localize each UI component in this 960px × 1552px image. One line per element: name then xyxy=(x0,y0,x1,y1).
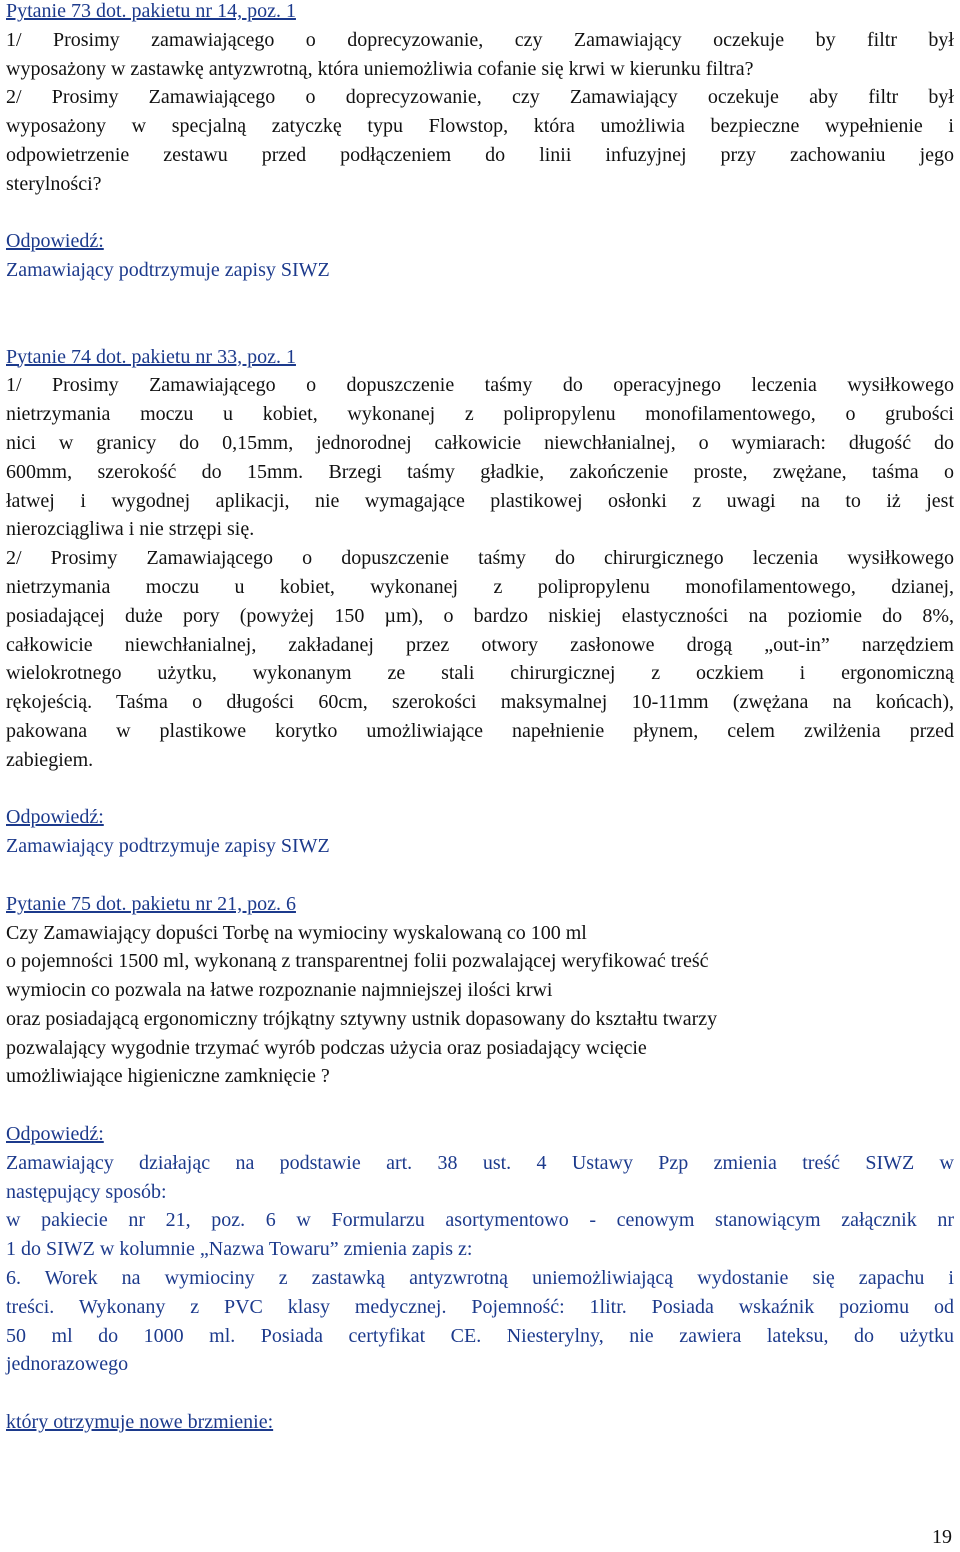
question-75-change-line: 1 do SIWZ w kolumnie „Nazwa Towaru” zmienia zapis z: xyxy=(6,1238,473,1261)
question-75-line: umożliwiające higieniczne zamknięcie ? xyxy=(6,1065,330,1088)
question-75-answer-label: Odpowiedź: xyxy=(6,1123,104,1146)
question-74-answer-label: Odpowiedź: xyxy=(6,806,104,829)
question-75-old-text-line: 50 ml do 1000 ml. Posiada certyfikat CE. Niesterylny, nie zawiera lateksu, do użytku xyxy=(6,1324,954,1347)
question-75-line: oraz posiadającą ergonomiczny trójkątny sztywny ustnik dopasowany do kształtu twarzy xyxy=(6,1007,718,1030)
question-74-line: zabiegiem. xyxy=(6,748,94,771)
question-75 xyxy=(6,890,954,1437)
question-74-heading: Pytanie 74 dot. pakietu nr 33, poz. 1 xyxy=(6,345,296,368)
question-74-line: wielokrotnego użytku, wykonanym ze stali chirurgicznej z oczkiem i ergonomiczną xyxy=(6,662,954,685)
question-75-old-text-line: treści. Wykonany z PVC klasy medycznej. Pojemność: 1litr. Posiada wskaźnik poziomu od xyxy=(6,1295,954,1318)
question-75-line: wymiocin co pozwala na łatwe rozpoznanie najmniejszej ilości krwi xyxy=(6,979,553,1002)
question-75-old-text-line: jednorazowego xyxy=(6,1353,129,1376)
question-73-line: wyposażony w specjalną zatyczkę typu Flowstop, która umożliwia bezpieczne wypełnienie i xyxy=(6,115,954,138)
page-number: 19 xyxy=(932,1526,952,1548)
question-73-line: 2/ Prosimy Zamawiającego o doprecyzowanie, czy Zamawiający oczekuje aby filtr był xyxy=(6,86,954,109)
question-74-line: nici w granicy do 0,15mm, jednorodnej całkowicie niewchłanialnej, o wymiarach: długość do xyxy=(6,431,954,454)
question-73-answer-text: Zamawiający podtrzymuje zapisy SIWZ xyxy=(6,259,330,282)
question-75-heading: Pytanie 75 dot. pakietu nr 21, poz. 6 xyxy=(6,892,296,915)
question-75-answer-line: Zamawiający działając na podstawie art. 38 ust. 4 Ustawy Pzp zmienia treść SIWZ w xyxy=(6,1151,954,1174)
question-74-line: rękojeścią. Taśma o długości 60cm, szerokości maksymalnej 10-11mm (zwężana na końcach), xyxy=(6,691,954,714)
question-74-line: 600mm, szerokość do 15mm. Brzegi taśmy gładkie, zakończenie proste, zwężane, taśma o xyxy=(6,460,954,483)
question-73-line: wyposażony w zastawkę antyzwrotną, która uniemożliwia cofanie się krwi w kierunku filtra? xyxy=(6,57,754,80)
question-74-line: 2/ Prosimy Zamawiającego o dopuszczenie taśmy do chirurgicznego leczenia wysiłkowego xyxy=(6,547,954,570)
question-75-answer-line: następujący sposób: xyxy=(6,1180,167,1203)
question-74-line: całkowicie niewchłanialnej, zakładanej przez otwory zasłonowe drogą „out-in” narzędziem xyxy=(6,633,954,656)
question-74-line: 1/ Prosimy Zamawiającego o dopuszczenie taśmy do operacyjnego leczenia wysiłkowego xyxy=(6,374,954,397)
question-73-heading: Pytanie 73 dot. pakietu nr 14, poz. 1 xyxy=(6,0,296,22)
question-75-line: Czy Zamawiający dopuści Torbę na wymiociny wyskalowaną co 100 ml xyxy=(6,921,587,944)
document-page xyxy=(6,0,954,1437)
question-73-line: odpowietrzenie zestawu przed podłączeniem do linii infuzyjnej przy zachowaniu jego xyxy=(6,143,954,166)
question-74-line: posiadającej duże pory (powyżej 150 µm), o bardzo niskiej elastyczności na poziomie do 8%, xyxy=(6,604,954,627)
question-75-old-text-line: 6. Worek na wymiociny z zastawką antyzwrotną uniemożliwiającą wydostanie się zapachu i xyxy=(6,1267,954,1290)
question-74-line: nierozciągliwa i nie strzępi się. xyxy=(6,518,255,541)
question-74-answer-text: Zamawiający podtrzymuje zapisy SIWZ xyxy=(6,835,330,858)
question-73-answer-label: Odpowiedź: xyxy=(6,230,104,253)
question-74-line: nietrzymania moczu u kobiet, wykonanej z polipropylenu monofilamentowego, dzianej, xyxy=(6,575,954,598)
question-73 xyxy=(6,0,954,285)
question-74-line: nietrzymania moczu u kobiet, wykonanej z polipropylenu monofilamentowego, o grubości xyxy=(6,403,954,426)
question-74-line: pakowana w plastikowe korytko umożliwiające napełnienie płynem, celem zwilżenia przed xyxy=(6,719,954,742)
question-75-new-wording-label: który otrzymuje nowe brzmienie: xyxy=(6,1411,274,1434)
question-75-change-line: w pakiecie nr 21, poz. 6 w Formularzu asortymentowo - cenowym stanowiącym załącznik nr xyxy=(6,1209,954,1232)
question-73-line: 1/ Prosimy zamawiającego o doprecyzowanie, czy Zamawiający oczekuje by filtr był xyxy=(6,28,954,51)
question-75-line: pozwalający wygodnie trzymać wyrób podczas użycia oraz posiadający wcięcie xyxy=(6,1036,647,1059)
question-74-line: łatwej i wygodnej aplikacji, nie wymagające plastikowej osłonki z uwagi na to iż jest xyxy=(6,489,954,512)
question-73-line: sterylności? xyxy=(6,172,102,195)
question-75-line: o pojemności 1500 ml, wykonaną z transparentnej folii pozwalającej weryfikować treść xyxy=(6,950,709,973)
question-74 xyxy=(6,343,954,861)
